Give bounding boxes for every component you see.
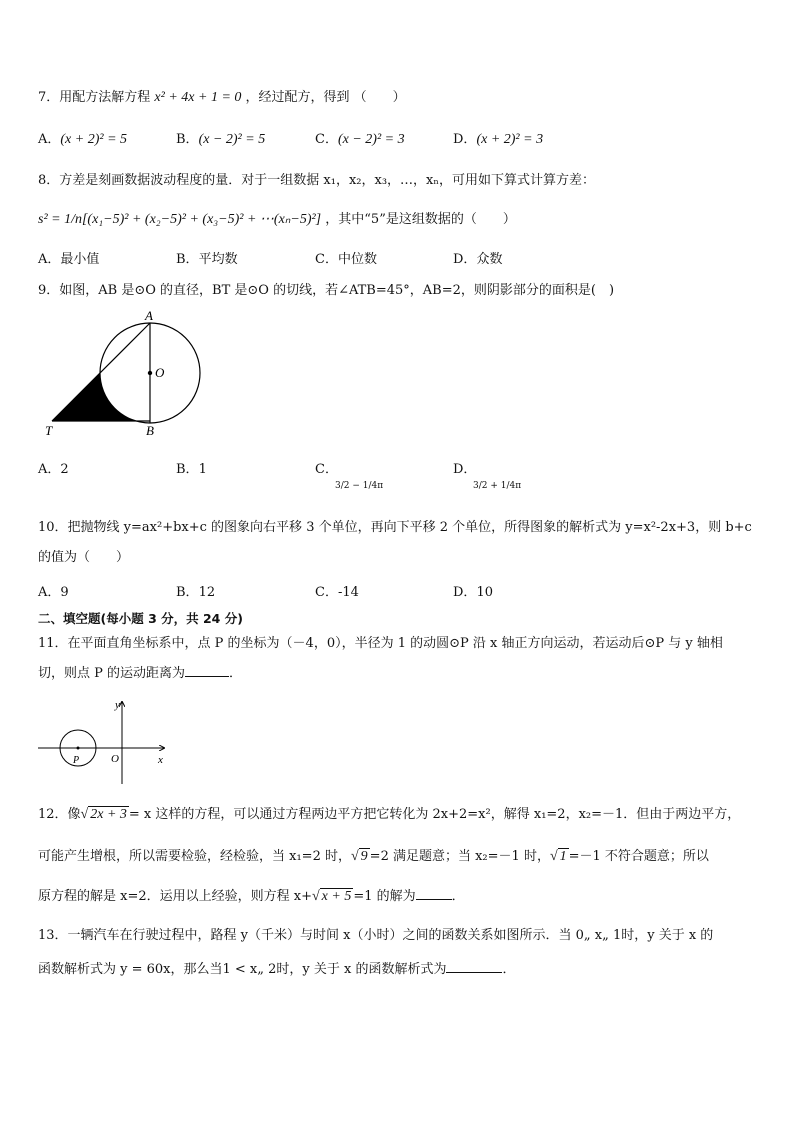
q8-option-a-text: 最小值: [60, 252, 100, 267]
question-7-options: [38, 128, 758, 148]
question-12-line2: [38, 847, 758, 867]
question-11-line2: [38, 664, 758, 684]
q7-option-d[interactable]: [453, 128, 543, 148]
q12-answer-blank[interactable]: [416, 887, 452, 900]
q11-point-p: [77, 747, 80, 750]
q9-option-c-text: 3/2 − 1/4π: [335, 481, 384, 491]
q10-option-b-text: 12: [198, 585, 216, 600]
q9-option-b[interactable]: [176, 458, 207, 477]
q9-option-a-text: 2: [60, 462, 69, 477]
q7-option-b-text: (x − 2)² = 5: [198, 132, 266, 147]
question-9-options: [38, 458, 758, 498]
q7-option-b-letter: B．: [176, 132, 199, 147]
q10-option-c-text: -14: [337, 585, 359, 600]
q12-sqrt-x5-radicand: x + 5: [321, 889, 352, 904]
q12-sqrt-expression: √ 2x + 3: [80, 807, 127, 822]
q12-line2-middle: =2 满足题意；当 x₂=－1 时，: [369, 849, 550, 864]
q11-label-x: x: [158, 754, 163, 766]
q7-option-c-letter: C．: [315, 132, 338, 147]
q10-option-b-letter: B．: [176, 585, 199, 600]
q11-coordinate-figure: [36, 696, 176, 784]
q10-option-d-letter: D．: [453, 585, 477, 600]
q7-option-b[interactable]: [176, 128, 265, 148]
q12-sqrt-one-radicand: 1: [559, 849, 567, 864]
q12-line1-rest: = x 这样的方程，可以通过方程两边平方把它转化为 2x+2=x²，解得 x₁=2，x₂=－1．但由于两边平方，: [128, 807, 741, 822]
q11-label-y: y: [115, 699, 120, 711]
q12-line3-start: 原方程的解是 x=2．运用以上经验，则方程 x+: [38, 889, 312, 904]
q10-option-c[interactable]: [315, 581, 359, 600]
q8-variance-formula: s² = 1/n[(x₁−5)² + (x₂−5)² + (x₃−5)² + ⋯(xₙ−5)²]: [38, 212, 322, 227]
q8-option-c-letter: C．: [315, 252, 338, 267]
q13-line2-tail: ．: [502, 962, 516, 977]
q9-circle-tangent-figure: [36, 308, 216, 440]
q9-option-a-letter: A．: [38, 462, 61, 477]
q7-equation: x² + 4x + 1 = 0: [154, 90, 242, 105]
q12-line3-rest: =1 的解为: [353, 889, 416, 904]
q10-option-a-letter: A．: [38, 585, 61, 600]
q12-sqrt-radicand: 2x + 3: [90, 807, 127, 822]
section-fill-in-title: 二、填空题(每小题 3 分，共 24 分): [38, 611, 243, 626]
q12-sqrt-one: √ 1: [549, 849, 567, 864]
q13-line2-text: 函数解析式为 y = 60x，那么当1 < x„ 2时，y 关于 x 的函数解析式为: [38, 962, 447, 977]
question-8-stem: 8．方差是刻画数据波动程度的量．对于一组数据 x₁，x₂，x₃，…，xₙ，可用如下算式计算方差：: [38, 173, 595, 188]
q8-option-a-letter: A．: [38, 252, 61, 267]
q9-option-b-text: 1: [198, 462, 207, 477]
q9-option-d-text: 3/2 + 1/4π: [473, 481, 522, 491]
q8-option-d-letter: D．: [453, 252, 477, 267]
q8-option-c[interactable]: [315, 248, 377, 267]
q11-line2-text: 切，则点 P 的运动距离为: [38, 666, 186, 681]
q12-line2-end: =－1 不符合题意；所以: [568, 849, 709, 864]
q8-option-d-text: 众数: [476, 252, 503, 267]
question-7-stem: [38, 88, 758, 108]
q9-label-a: A: [145, 308, 153, 323]
q10-option-b[interactable]: [176, 581, 215, 600]
q9-label-b: B: [146, 423, 154, 438]
q9-option-b-letter: B．: [176, 462, 199, 477]
q11-line2-tail: ．: [229, 666, 243, 681]
q9-center-dot: [148, 371, 152, 375]
q9-option-c-letter: C．: [315, 462, 338, 477]
q12-sqrt-x5: √ x + 5: [311, 889, 352, 904]
q12-line1-start: 12．像: [38, 807, 81, 822]
q10-option-d-text: 10: [476, 585, 493, 600]
q11-label-o: O: [111, 753, 119, 765]
q12-line2-start: 可能产生增根，所以需要检验，经检验，当 x₁=2 时，: [38, 849, 351, 864]
q8-option-d[interactable]: [453, 248, 502, 267]
q7-option-a[interactable]: [38, 128, 127, 148]
q8-option-b-letter: B．: [176, 252, 199, 267]
q7-option-a-letter: A．: [38, 132, 61, 147]
q11-label-p: P: [73, 755, 80, 766]
question-12-line1: [38, 805, 758, 825]
q7-option-d-letter: D．: [453, 132, 477, 147]
question-13-line1: 13．一辆汽车在行驶过程中，路程 y（千米）与时间 x（小时）之间的函数关系如图所示．当 0„ x„ 1时，y 关于 x 的: [38, 928, 714, 943]
q7-option-c-text: (x − 2)² = 3: [337, 132, 405, 147]
question-8-options: [38, 248, 758, 268]
question-11-line1: 11．在平面直角坐标系中，点 P 的坐标为（－4，0），半径为 1 的动圆⊙P 沿 x 轴正方向运动，若运动后⊙P 与 y 轴相: [38, 636, 723, 651]
question-8-formula-line: [38, 210, 758, 230]
q9-option-d-letter: D．: [453, 462, 477, 477]
q9-label-t: T: [45, 423, 53, 438]
question-10-line1: 10．把抛物线 y=ax²+bx+c 的图象向右平移 3 个单位，再向下平移 2 个单位，所得图象的解析式为 y=x²-2x+3，则 b+c: [38, 520, 752, 535]
q12-line3-tail: ．: [451, 889, 465, 904]
q7-stem-tail: ，经过配方，得到 （ ）: [245, 90, 406, 105]
q8-formula-tail: ，其中“5”是这组数据的（ ）: [325, 212, 516, 227]
q12-sqrt-nine: √ 9: [350, 849, 368, 864]
q11-answer-blank[interactable]: [185, 664, 229, 677]
q8-option-b-text: 平均数: [198, 252, 238, 267]
q12-sqrt-nine-radicand: 9: [360, 849, 368, 864]
q8-option-b[interactable]: [176, 248, 238, 267]
q13-answer-blank[interactable]: [446, 960, 502, 973]
q7-stem-text: 7．用配方法解方程: [38, 90, 151, 105]
q7-option-a-text: (x + 2)² = 5: [60, 132, 128, 147]
q10-option-d[interactable]: [453, 581, 493, 600]
q8-option-a[interactable]: [38, 248, 99, 267]
question-9-stem: 9．如图，AB 是⊙O 的直径，BT 是⊙O 的切线，若∠ATB=45°，AB=2，则阴影部分的面积是( ): [38, 283, 615, 298]
q10-option-a-text: 9: [60, 585, 69, 600]
q10-option-a[interactable]: [38, 581, 69, 600]
question-13-line2: [38, 960, 758, 980]
q7-option-c[interactable]: [315, 128, 405, 148]
q7-option-d-text: (x + 2)² = 3: [476, 132, 544, 147]
q9-option-a[interactable]: [38, 458, 69, 477]
q10-option-c-letter: C．: [315, 585, 338, 600]
q9-label-o: O: [155, 365, 165, 380]
question-10-line2: 的值为（ ）: [38, 550, 130, 565]
question-12-line3: [38, 887, 758, 907]
q8-option-c-text: 中位数: [337, 252, 377, 267]
question-10-options: [38, 581, 758, 601]
q9-option-d[interactable]: [453, 458, 521, 492]
q9-option-c[interactable]: [315, 458, 383, 492]
